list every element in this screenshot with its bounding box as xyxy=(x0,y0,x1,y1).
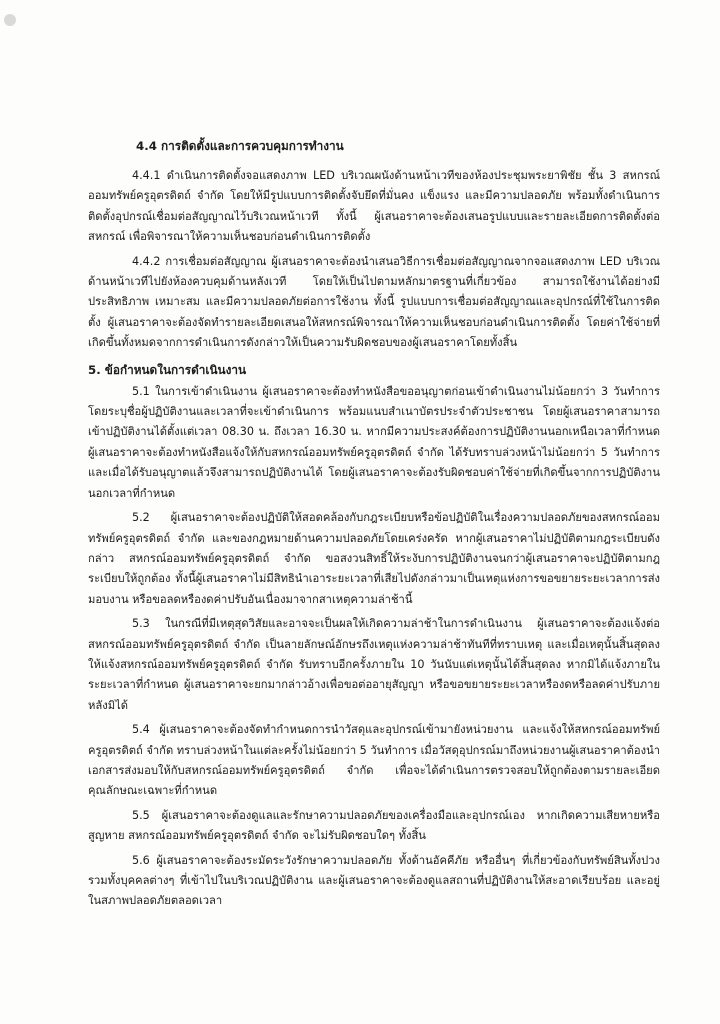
paragraph-5-1: 5.1 ในการเข้าดำเนินงาน ผู้เสนอราคาจะต้องทำหนังสือขออนุญาตก่อนเข้าดำเนินงานไม่น้อยกว่า 3 วันทำการ โดยระบุชื่อผู้ปฏิบัติงานและเวลาที่จะเข้าดำเนินการ พร้อมแนบสำเนาบัตรประจำตัวประชาชน โดยผู้เสนอราคาสามารถเข้าปฏิบัติงานได้ตั้งแต่เวลา 08.30 น. ถึงเวลา 16.30 น. หากมีความประสงค์ต้องการปฏิบัติงานนอกเหนือเวลาที่กำหนด ผู้เสนอราคาจะต้องทำหนังสือแจ้งให้กับสหกรณ์ออมทรัพย์ครูอุตรดิตถ์ จำกัด ได้รับทราบล่วงหน้าไม่น้อยกว่า 5 วันทำการ และเมื่อได้รับอนุญาตแล้วจึงสามารถปฏิบัติงานได้ โดยผู้เสนอราคาจะต้องรับผิดชอบค่าใช้จ่ายที่เกิดขึ้นจากการปฏิบัติงานนอกเวลาที่กำหนด xyxy=(88,384,660,500)
paragraph-4-4-1: 4.4.1 ดำเนินการติดตั้งจอแสดงภาพ LED บริเวณผนังด้านหน้าเวทีของห้องประชุมพระยาพิชัย ชั้น 3 สหกรณ์ออมทรัพย์ครูอุตรดิตถ์ จำกัด โดยให้มีรูปแบบการติดตั้งจับยึดที่มั่นคง แข็งแรง และมีความปลอดภัย พร้อมทั้งดำเนินการติดตั้งอุปกรณ์เชื่อมต่อสัญญาณไว้บริเวณหน้าเวที ทั้งนี้ ผู้เสนอราคาจะต้องเสนอรูปแบบและรายละเอียดการติดตั้งต่อสหกรณ์ เพื่อพิจารณาให้ความเห็นชอบก่อนดำเนินการติดตั้ง xyxy=(88,169,660,244)
document-body xyxy=(88,136,660,916)
paragraph-5-2: 5.2 ผู้เสนอราคาจะต้องปฏิบัติให้สอดคล้องกับกฎระเบียบหรือข้อปฏิบัติในเรื่องความปลอดภัยของสหกรณ์ออมทรัพย์ครูอุตรดิตถ์ จำกัด และของกฎหมายด้านความปลอดภัยโดยเคร่งครัด หากผู้เสนอราคาไม่ปฏิบัติตามกฎระเบียบดังกล่าว สหกรณ์ออมทรัพย์ครูอุตรดิตถ์ จำกัด ขอสงวนสิทธิ์ให้ระงับการปฏิบัติงานจนกว่าผู้เสนอราคาจะปฏิบัติตามกฎระเบียบให้ถูกต้อง ทั้งนี้ผู้เสนอราคาไม่มีสิทธินำเอาระยะเวลาที่เสียไปดังกล่าวมาเป็นเหตุแห่งการขอขยายระยะเวลาการส่งมอบงาน หรือขอลดหรืองดค่าปรับอันเนื่องมาจากสาเหตุความล่าช้านี้ xyxy=(88,511,660,606)
paragraph-4-4-2: 4.4.2 การเชื่อมต่อสัญญาณ ผู้เสนอราคาจะต้องนำเสนอวิธีการเชื่อมต่อสัญญาณจากจอแสดงภาพ LED บริเวณด้านหน้าเวทีไปยังห้องควบคุมด้านหลังเวที โดยให้เป็นไปตามหลักมาตรฐานที่เกี่ยวข้อง สามารถใช้งานได้อย่างมีประสิทธิภาพ เหมาะสม และมีความปลอดภัยต่อการใช้งาน ทั้งนี้ รูปแบบการเชื่อมต่อสัญญาณและอุปกรณ์ที่ใช้ในการติดตั้ง ผู้เสนอราคาจะต้องจัดทำรายละเอียดเสนอให้สหกรณ์พิจารณาให้ความเห็นชอบก่อนดำเนินการติดตั้ง โดยค่าใช้จ่ายที่เกิดขึ้นทั้งหมดจากการดำเนินการดังกล่าวให้เป็นความรับผิดชอบของผู้เสนอราคาโดยทั้งสิ้น xyxy=(88,254,660,350)
paragraph-5-5: 5.5 ผู้เสนอราคาจะต้องดูแลและรักษาความปลอดภัยของเครื่องมือและอุปกรณ์เอง หากเกิดความเสียหายหรือสูญหาย สหกรณ์ออมทรัพย์ครูอุตรดิตถ์ จำกัด จะไม่รับผิดชอบใดๆ ทั้งสิ้น xyxy=(88,808,660,843)
paragraph-5-3: 5.3 ในกรณีที่มีเหตุสุดวิสัยและอาจจะเป็นผลให้เกิดความล่าช้าในการดำเนินงาน ผู้เสนอราคาจะต้องแจ้งต่อสหกรณ์ออมทรัพย์ครูอุตรดิตถ์ จำกัด เป็นลายลักษณ์อักษรถึงเหตุแห่งความล่าช้าทันทีที่ทราบเหตุ และเมื่อเหตุนั้นสิ้นสุดลงให้แจ้งสหกรณ์ออมทรัพย์ครูอุตรดิตถ์ จำกัด รับทราบอีกครั้งภายใน 10 วันนับแต่เหตุนั้นได้สิ้นสุดลง หากมิได้แจ้งภายในระยะเวลาที่กำหนด ผู้เสนอราคาจะยกมากล่าวอ้างเพื่อขอต่ออายุสัญญา หรือขอขยายระยะเวลาหรืองดหรือลดค่าปรับภายหลังมิได้ xyxy=(88,617,660,712)
paragraph-5-6: 5.6 ผู้เสนอราคาจะต้องระมัดระวังรักษาความปลอดภัย ทั้งด้านอัคคีภัย หรืออื่นๆ ที่เกี่ยวข้องกับทรัพย์สินทั้งปวง รวมทั้งบุคคลต่างๆ ที่เข้าไปในบริเวณปฏิบัติงาน และผู้เสนอราคาจะต้องดูแลสถานที่ปฏิบัติงานให้สะอาดเรียบร้อย และอยู่ในสภาพปลอดภัยตลอดเวลา xyxy=(88,853,660,908)
scan-mark xyxy=(4,14,16,26)
section-5-heading: 5. ข้อกำหนดในการดำเนินงาน xyxy=(88,362,247,377)
section-4-4-heading: 4.4 การติดตั้งและการควบคุมการทำงาน xyxy=(136,139,344,153)
paragraph-5-4: 5.4 ผู้เสนอราคาจะต้องจัดทำกำหนดการนำวัสดุและอุปกรณ์เข้ามายังหน่วยงาน และแจ้งให้สหกรณ์ออมทรัพย์ครูอุตรดิตถ์ จำกัด ทราบล่วงหน้าในแต่ละครั้งไม่น้อยกว่า 5 วันทำการ เมื่อวัสดุอุปกรณ์มาถึงหน่วยงานผู้เสนอราคาต้องนำเอกสารส่งมอบให้กับสหกรณ์ออมทรัพย์ครูอุตรดิตถ์ จำกัด เพื่อจะได้ดำเนินการตรวจสอบให้ถูกต้องตามรายละเอียดคุณลักษณะเฉพาะที่กำหนด xyxy=(88,723,660,798)
